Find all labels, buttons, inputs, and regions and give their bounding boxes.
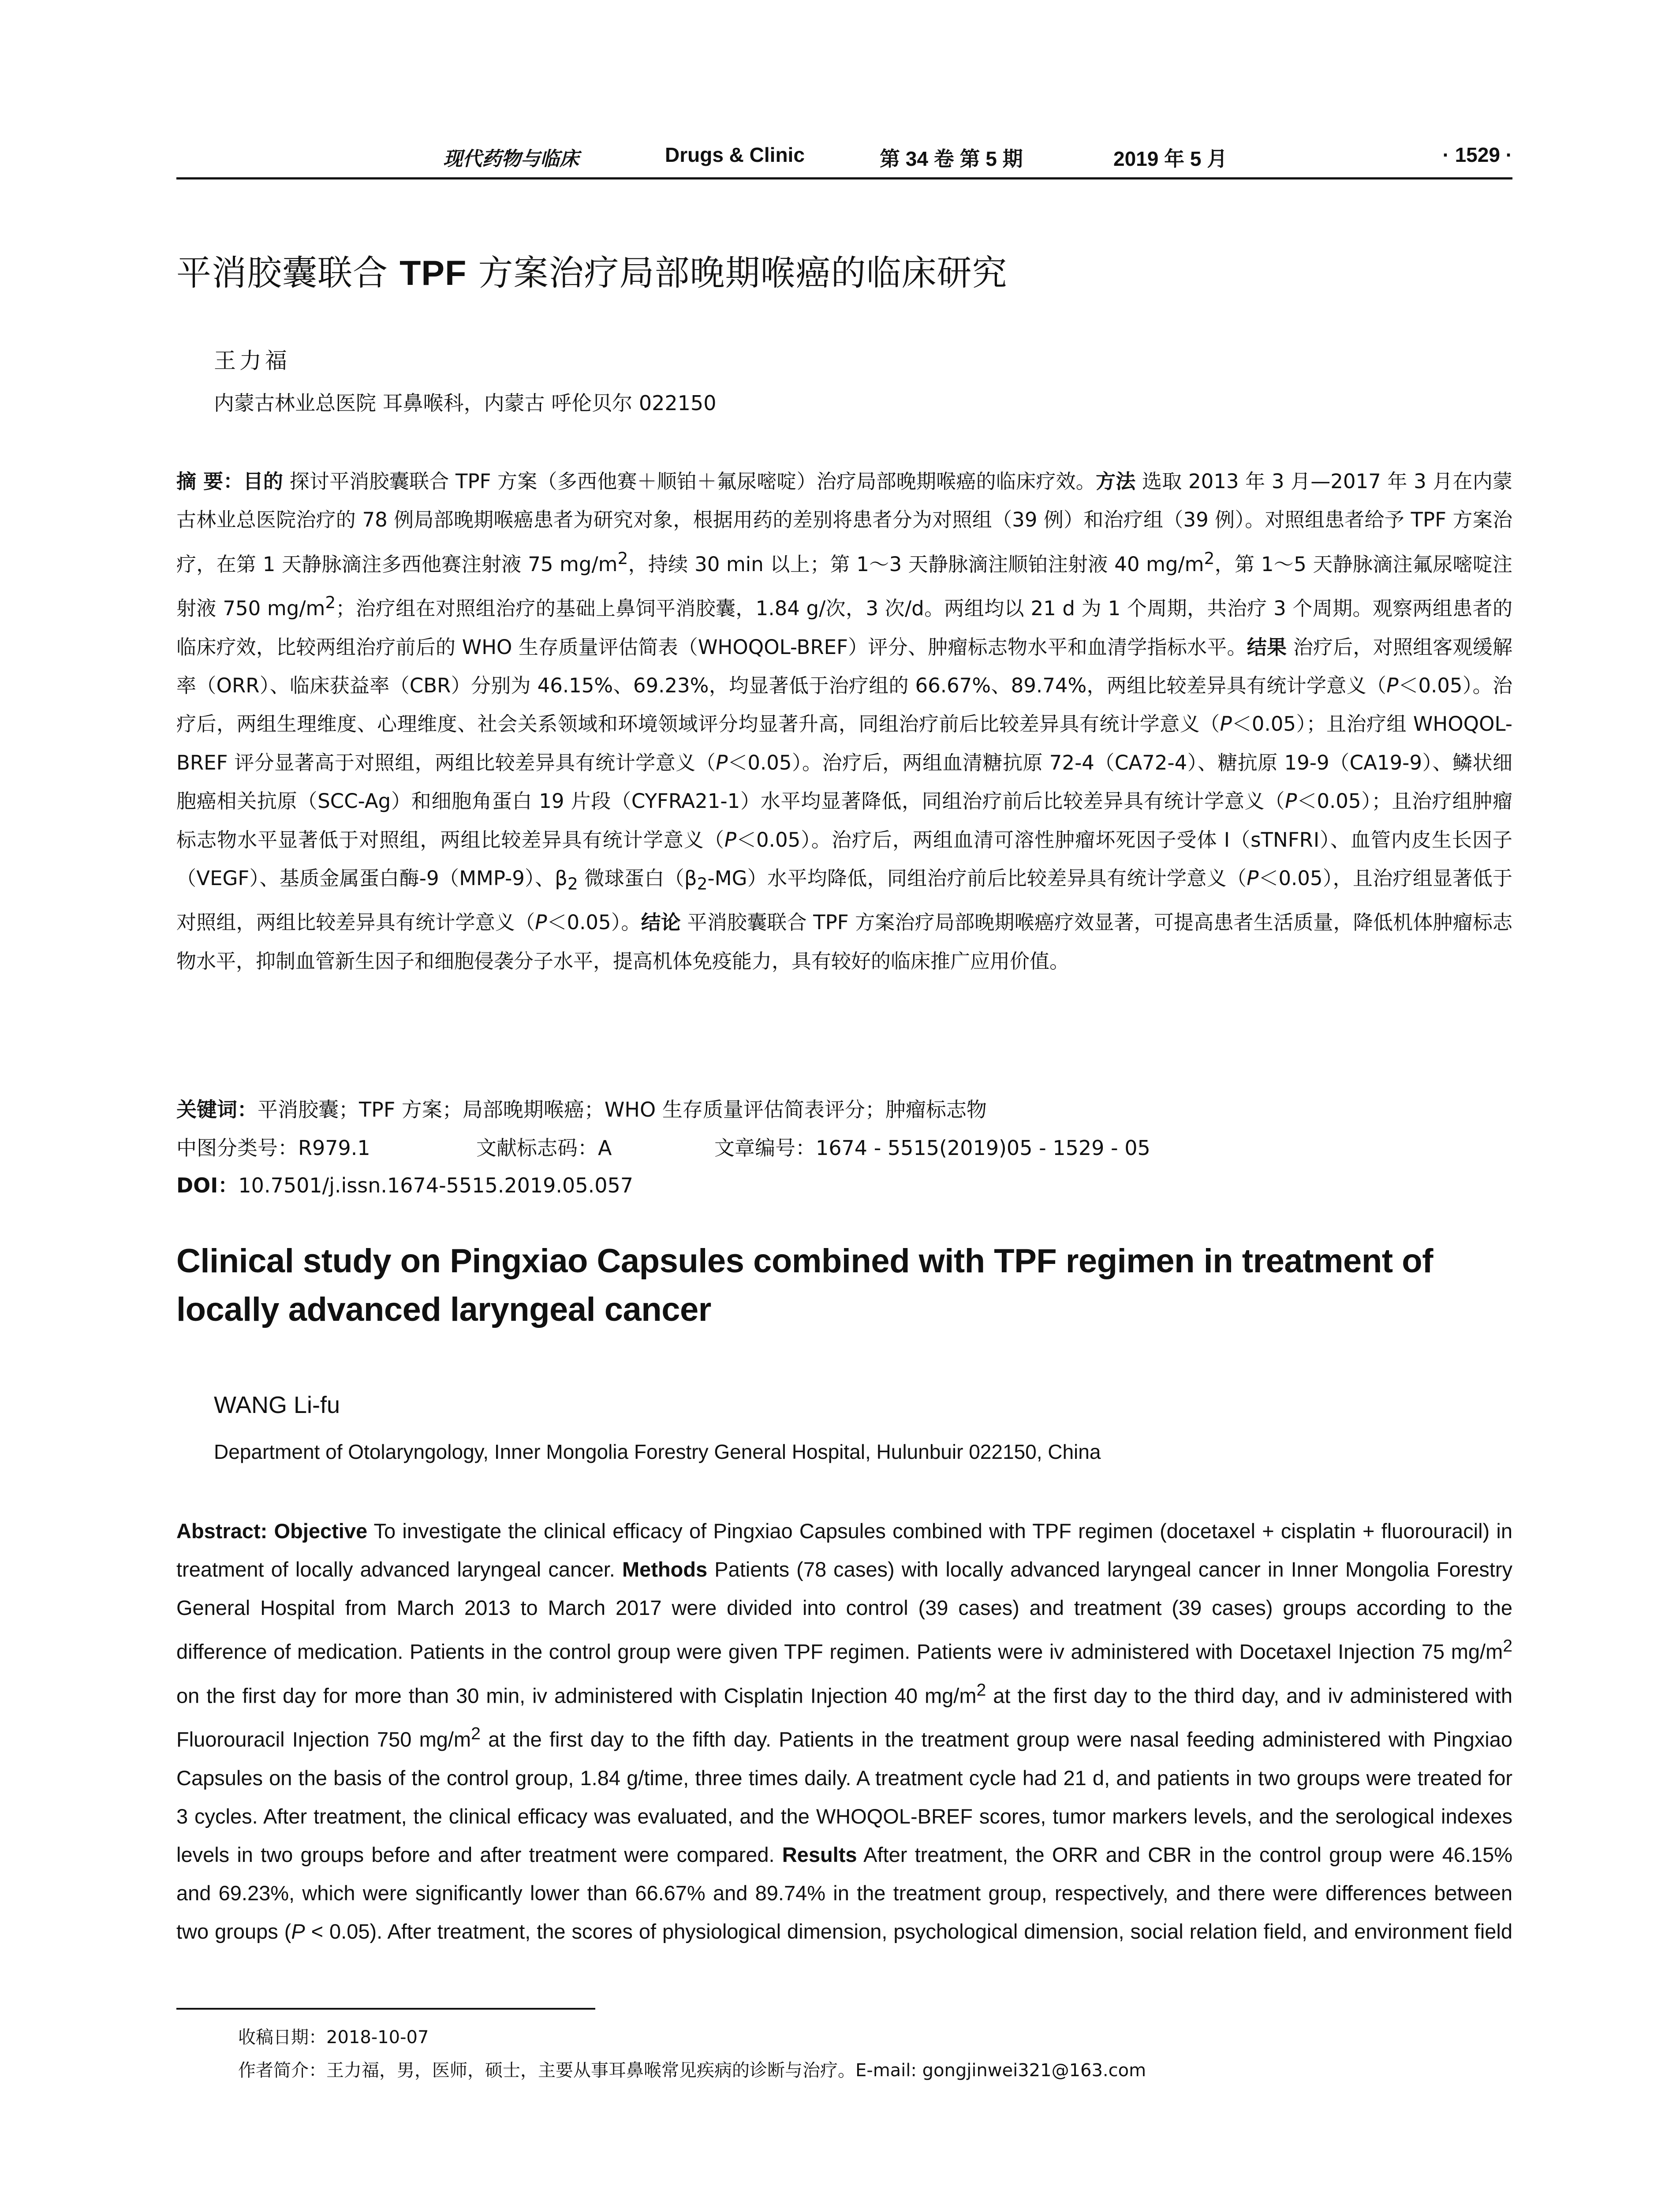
results-text: ＜0.05）；且治疗组 WHOQOL-BREF 评分显著高于对照组，两组比较差异具有统计学意义（ (176, 712, 1512, 774)
doi-link[interactable]: 10.7501/j.issn.1674-5515.2019.05.057 (238, 1174, 634, 1197)
affiliation-en: Department of Otolaryngology, Inner Mongolia Forestry General Hospital, Hulunbuir 022150, China (214, 1440, 1101, 1463)
p-symbol: P (1247, 867, 1259, 890)
methods-en-text: at the first day to the fifth day. Patients in the treatment group were nasal feeding administered with Pingxiao Capsules on the basis of the control group, 1.84 g/time, three times daily. A treatment cycle had 21 d, and patients in two groups were treated for 3 cycles. After treatment, the clinical efficacy was evaluated, and the WHOQOL-BREF scores, tumor markers levels, and the serological indexes levels in two groups before and after treatment were compared. (176, 1727, 1513, 1866)
abstract-label: 摘 要： (176, 470, 243, 493)
p-symbol: P (1220, 712, 1232, 736)
results-text: -MG）水平均降低，同组治疗前后比较差异具有统计学意义（ (707, 867, 1247, 890)
superscript: 2 (1204, 548, 1215, 568)
results-text: ＜0.05），且治疗组显著低于对照组，两组比较差异具有统计学意义（ (176, 867, 1512, 934)
title-cn-part: 方案治疗局部晚期喉癌的临床研究 (467, 253, 1008, 293)
methods-en-text: Patients (78 cases) with locally advanced laryngeal cancer in Inner Mongolia Forestry General Hospital from March 2013 to March 2017 were divided into control (39 cases) and treatment (39 cases) groups according to the difference of medication. Patients in the control group were given TPF regimen. Patients were iv administered with Docetaxel Injection 75 mg/m (176, 1558, 1512, 1663)
doi-label: DOI： (176, 1174, 239, 1197)
received-date: 收稿日期：2018-10-07 (238, 2027, 429, 2048)
subscript: 2 (697, 874, 708, 894)
doi-line (176, 1170, 1512, 1199)
objective-text: 探讨平消胶囊联合 TPF 方案（多西他赛＋顺铂＋氟尿嘧啶）治疗局部晚期喉癌的临床疗效。 (283, 470, 1096, 493)
keywords-text: 平消胶囊；TPF 方案；局部晚期喉癌；WHO 生存质量评估简表评分；肿瘤标志物 (258, 1098, 987, 1121)
p-symbol: P (1386, 674, 1399, 698)
issue-date: 2019 年 5 月 (1113, 147, 1228, 170)
results-text: 微球蛋白（β (578, 867, 697, 890)
results-text: ＜0.05）。治疗后，两组血清可溶性肿瘤坏死因子受体 Ⅰ（sTNFRⅠ）、血管内皮生长因子（VEGF）、基质金属蛋白酶-9（MMP-9）、β (176, 828, 1512, 890)
document-code: 文献标志码：A (476, 1136, 612, 1160)
header-rule (176, 177, 1512, 179)
objective-en-text: To investigate the clinical efficacy of Pingxiao Capsules combined with TPF regimen (docetaxel + cisplatin + fluorouracil) in treatment of locally advanced laryngeal cancer. (176, 1519, 1513, 1581)
superscript: 2 (976, 1680, 986, 1700)
methods-text: ，第 1～5 天静脉滴注氟尿嘧啶注射液 750 mg/m (176, 552, 1512, 620)
methods-en-text: at the first day to the third day, and iv administered with Fluorouracil Injection 750 mg/m (176, 1684, 1512, 1751)
title-en: Clinical study on Pingxiao Capsules combined with TPF regimen in treatment of locally advanced laryngeal cancer (176, 1242, 1433, 1328)
superscript: 2 (325, 593, 336, 613)
methods-en-text: on the first day for more than 30 min, iv administered with Cisplatin Injection 40 mg/m (176, 1684, 977, 1708)
keywords-cn (176, 1094, 1512, 1123)
p-symbol: P (724, 828, 737, 852)
author-en: WANG Li-fu (214, 1392, 340, 1418)
p-symbol: P (716, 751, 728, 774)
methods-text: ，持续 30 min 以上；第 1～3 天静脉滴注顺铂注射液 40 mg/m (628, 552, 1204, 576)
footnote-rule (176, 2008, 595, 2010)
affiliation-cn: 内蒙古林业总医院 耳鼻喉科，内蒙古 呼伦贝尔 022150 (214, 391, 717, 415)
methods-text: 选取 2013 年 3 月—2017 年 3 月在内蒙古林业总医院治疗的 78 例局部晚期喉癌患者为研究对象，根据用药的差别将患者分为对照组（39 例）和治疗组（39 例）。对照组患者给予 TPF 方案治疗，在第 1 天静脉滴注多西他赛注射液 75 mg/m (176, 470, 1512, 576)
title-cn (176, 245, 1007, 295)
methods-text: ；治疗组在对照组治疗的基础上鼻饲平消胶囊，1.84 g/次，3 次/d。两组均以 21 d 为 1 个周期，共治疗 3 个周期。观察两组患者的临床疗效，比较两组治疗前后的 WHO 生存质量评估简表（WHOQOL-BREF）评分、肿瘤标志物水平和血清学指标水平。 (176, 597, 1512, 659)
subscript: 2 (567, 874, 578, 894)
journal-name-cn: 现代药物与临床 (443, 148, 579, 170)
results-text: ＜0.05）。 (547, 911, 641, 934)
abstract-cn (176, 462, 1512, 980)
page-number: · 1529 · (1442, 143, 1512, 166)
journal-name-en: Drugs & Clinic (665, 143, 805, 166)
p-symbol: P (1285, 789, 1297, 813)
clc-number: 中图分类号：R979.1 (176, 1136, 370, 1160)
results-label: 结果 (1247, 635, 1287, 659)
conclusion-label: 结论 (641, 911, 681, 934)
author-bio: 作者简介：王力福，男，医师，硕士，主要从事耳鼻喉常见疾病的诊断与治疗。E-mail: gongjinwei321@163.com (238, 2060, 1146, 2081)
results-en-label: Results (782, 1842, 857, 1866)
results-en-text: < 0.05). After treatment, the scores of physiological dimension, psychological dimension, social relation field, and environment field (305, 1919, 1512, 1943)
superscript: 2 (617, 548, 628, 568)
running-header (176, 140, 1512, 180)
results-text: 治疗后，对照组客观缓解率（ORR）、临床获益率（CBR）分别为 46.15%、69.23%，均显著低于治疗组的 66.67%、89.74%，两组比较差异具有统计学意义（ (176, 635, 1512, 698)
superscript: 2 (471, 1724, 481, 1744)
title-cn-tpf: TPF (399, 253, 467, 292)
article-number: 文章编号：1674 - 5515(2019)05 - 1529 - 05 (714, 1136, 1150, 1160)
author-cn: 王力福 (214, 348, 291, 374)
p-symbol: P (535, 911, 547, 934)
conclusion-text: 平消胶囊联合 TPF 方案治疗局部晚期喉癌疗效显著，可提高患者生活质量，降低机体肿瘤标志物水平，抑制血管新生因子和细胞侵袭分子水平，提高机体免疫能力，具有较好的临床推广应用价值。 (176, 911, 1512, 973)
volume-issue: 第 34 卷 第 5 期 (880, 147, 1023, 170)
methods-label: 方法 (1096, 470, 1136, 493)
p-symbol: P (291, 1919, 305, 1943)
title-cn-part: 平消胶囊联合 (176, 253, 400, 293)
results-text: ＜0.05）；且治疗组肿瘤标志物水平显著低于对照组，两组比较差异具有统计学意义（ (176, 789, 1512, 852)
results-text: ＜0.05）。治疗后，两组生理维度、心理维度、社会关系领域和环境领域评分均显著升高，同组治疗前后比较差异具有统计学意义（ (176, 674, 1512, 736)
objective-label: 目的 (243, 470, 284, 493)
methods-en-label: Methods (622, 1558, 708, 1581)
superscript: 2 (1503, 1637, 1512, 1656)
abstract-en-label: Abstract: Objective (176, 1519, 368, 1543)
results-en-text: After treatment, the ORR and CBR in the control group were 46.15% and 69.23%, which were significantly lower than 66.67% and 89.74% in the treatment group, respectively, and there were differences between two groups ( (176, 1842, 1512, 1943)
keywords-label: 关键词： (176, 1098, 258, 1121)
abstract-en (176, 1512, 1512, 1951)
results-text: ＜0.05）。治疗后，两组血清糖抗原 72-4（CA72-4）、糖抗原 19-9（CA19-9）、鳞状细胞癌相关抗原（SCC-Ag）和细胞角蛋白 19 片段（CYFRA21-1）水平均显著降低，同组治疗前后比较差异具有统计学意义（ (176, 751, 1512, 813)
